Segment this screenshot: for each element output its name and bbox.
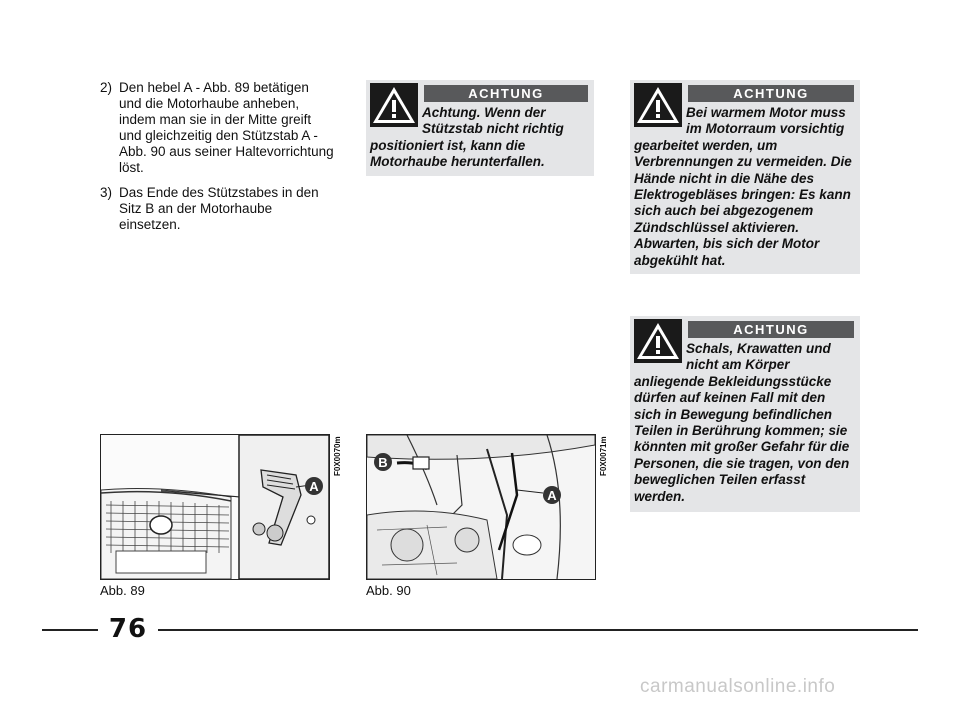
instruction-steps [100,80,335,242]
label-a: A [547,488,557,503]
warning-box-support-rod [366,80,594,176]
step-3 [100,185,335,233]
warning-text: Bei warmem Motor muss im Motorraum vorsichtig gearbeitet werden, um Verbrennungen zu vermeiden. Die Hände nicht in die Nähe des Elektrogebläses bringen: Es kann sich auch bei abgezogenem Zündschlüssel aktivieren. Abwarten, bis sich der Motor abgekühlt hat. [634,105,852,268]
warning-title: ACHTUNG [424,85,588,102]
footer-rule-right [158,629,918,631]
figure-code: F0X0070m [333,436,342,476]
step-2 [100,80,335,176]
support-rod-illustration [367,435,595,579]
footer-rule-left [42,629,98,631]
figure-caption: Abb. 89 [100,583,145,598]
step-number: 2) [100,80,113,95]
page-number: 76 [108,614,148,644]
figure-90-support-rod [366,434,596,580]
hood-lever-illustration [101,435,329,579]
warning-box-clothing [630,316,860,512]
figure-code: F0X0071m [599,436,608,476]
label-a: A [309,479,319,494]
step-text: Das Ende des Stützstabes in den Sitz B an der Motorhaube einsetzen. [119,185,319,232]
warning-title: ACHTUNG [688,321,854,338]
label-b: B [378,455,388,470]
warning-box-hot-engine [630,80,860,274]
warning-text: Schals, Krawatten und nicht am Körper anliegende Bekleidungsstücke dürfen auf keinen Fall mit den sich in Bewegung befindlichen Teilen in Berührung kommen; sie könnten mit großer Gefahr für die Personen, die sie tragen, von den beweglichen Teilen erfasst werden. [634,341,850,504]
step-text: Den hebel A - Abb. 89 betätigen und die Motorhaube anheben, indem man sie in der Mitte greift und gleichzeitig den Stützstab A - Abb. 90 aus seiner Haltevorrichtung löst. [119,80,334,175]
step-number: 3) [100,185,113,200]
warning-title: ACHTUNG [688,85,854,102]
figure-caption: Abb. 90 [366,583,411,598]
warning-text: Achtung. Wenn der Stützstab nicht richtig positioniert ist, kann die Motorhaube herunterfallen. [370,105,564,170]
watermark: carmanualsonline.info [640,676,836,697]
figure-89-hood-lever [100,434,330,580]
